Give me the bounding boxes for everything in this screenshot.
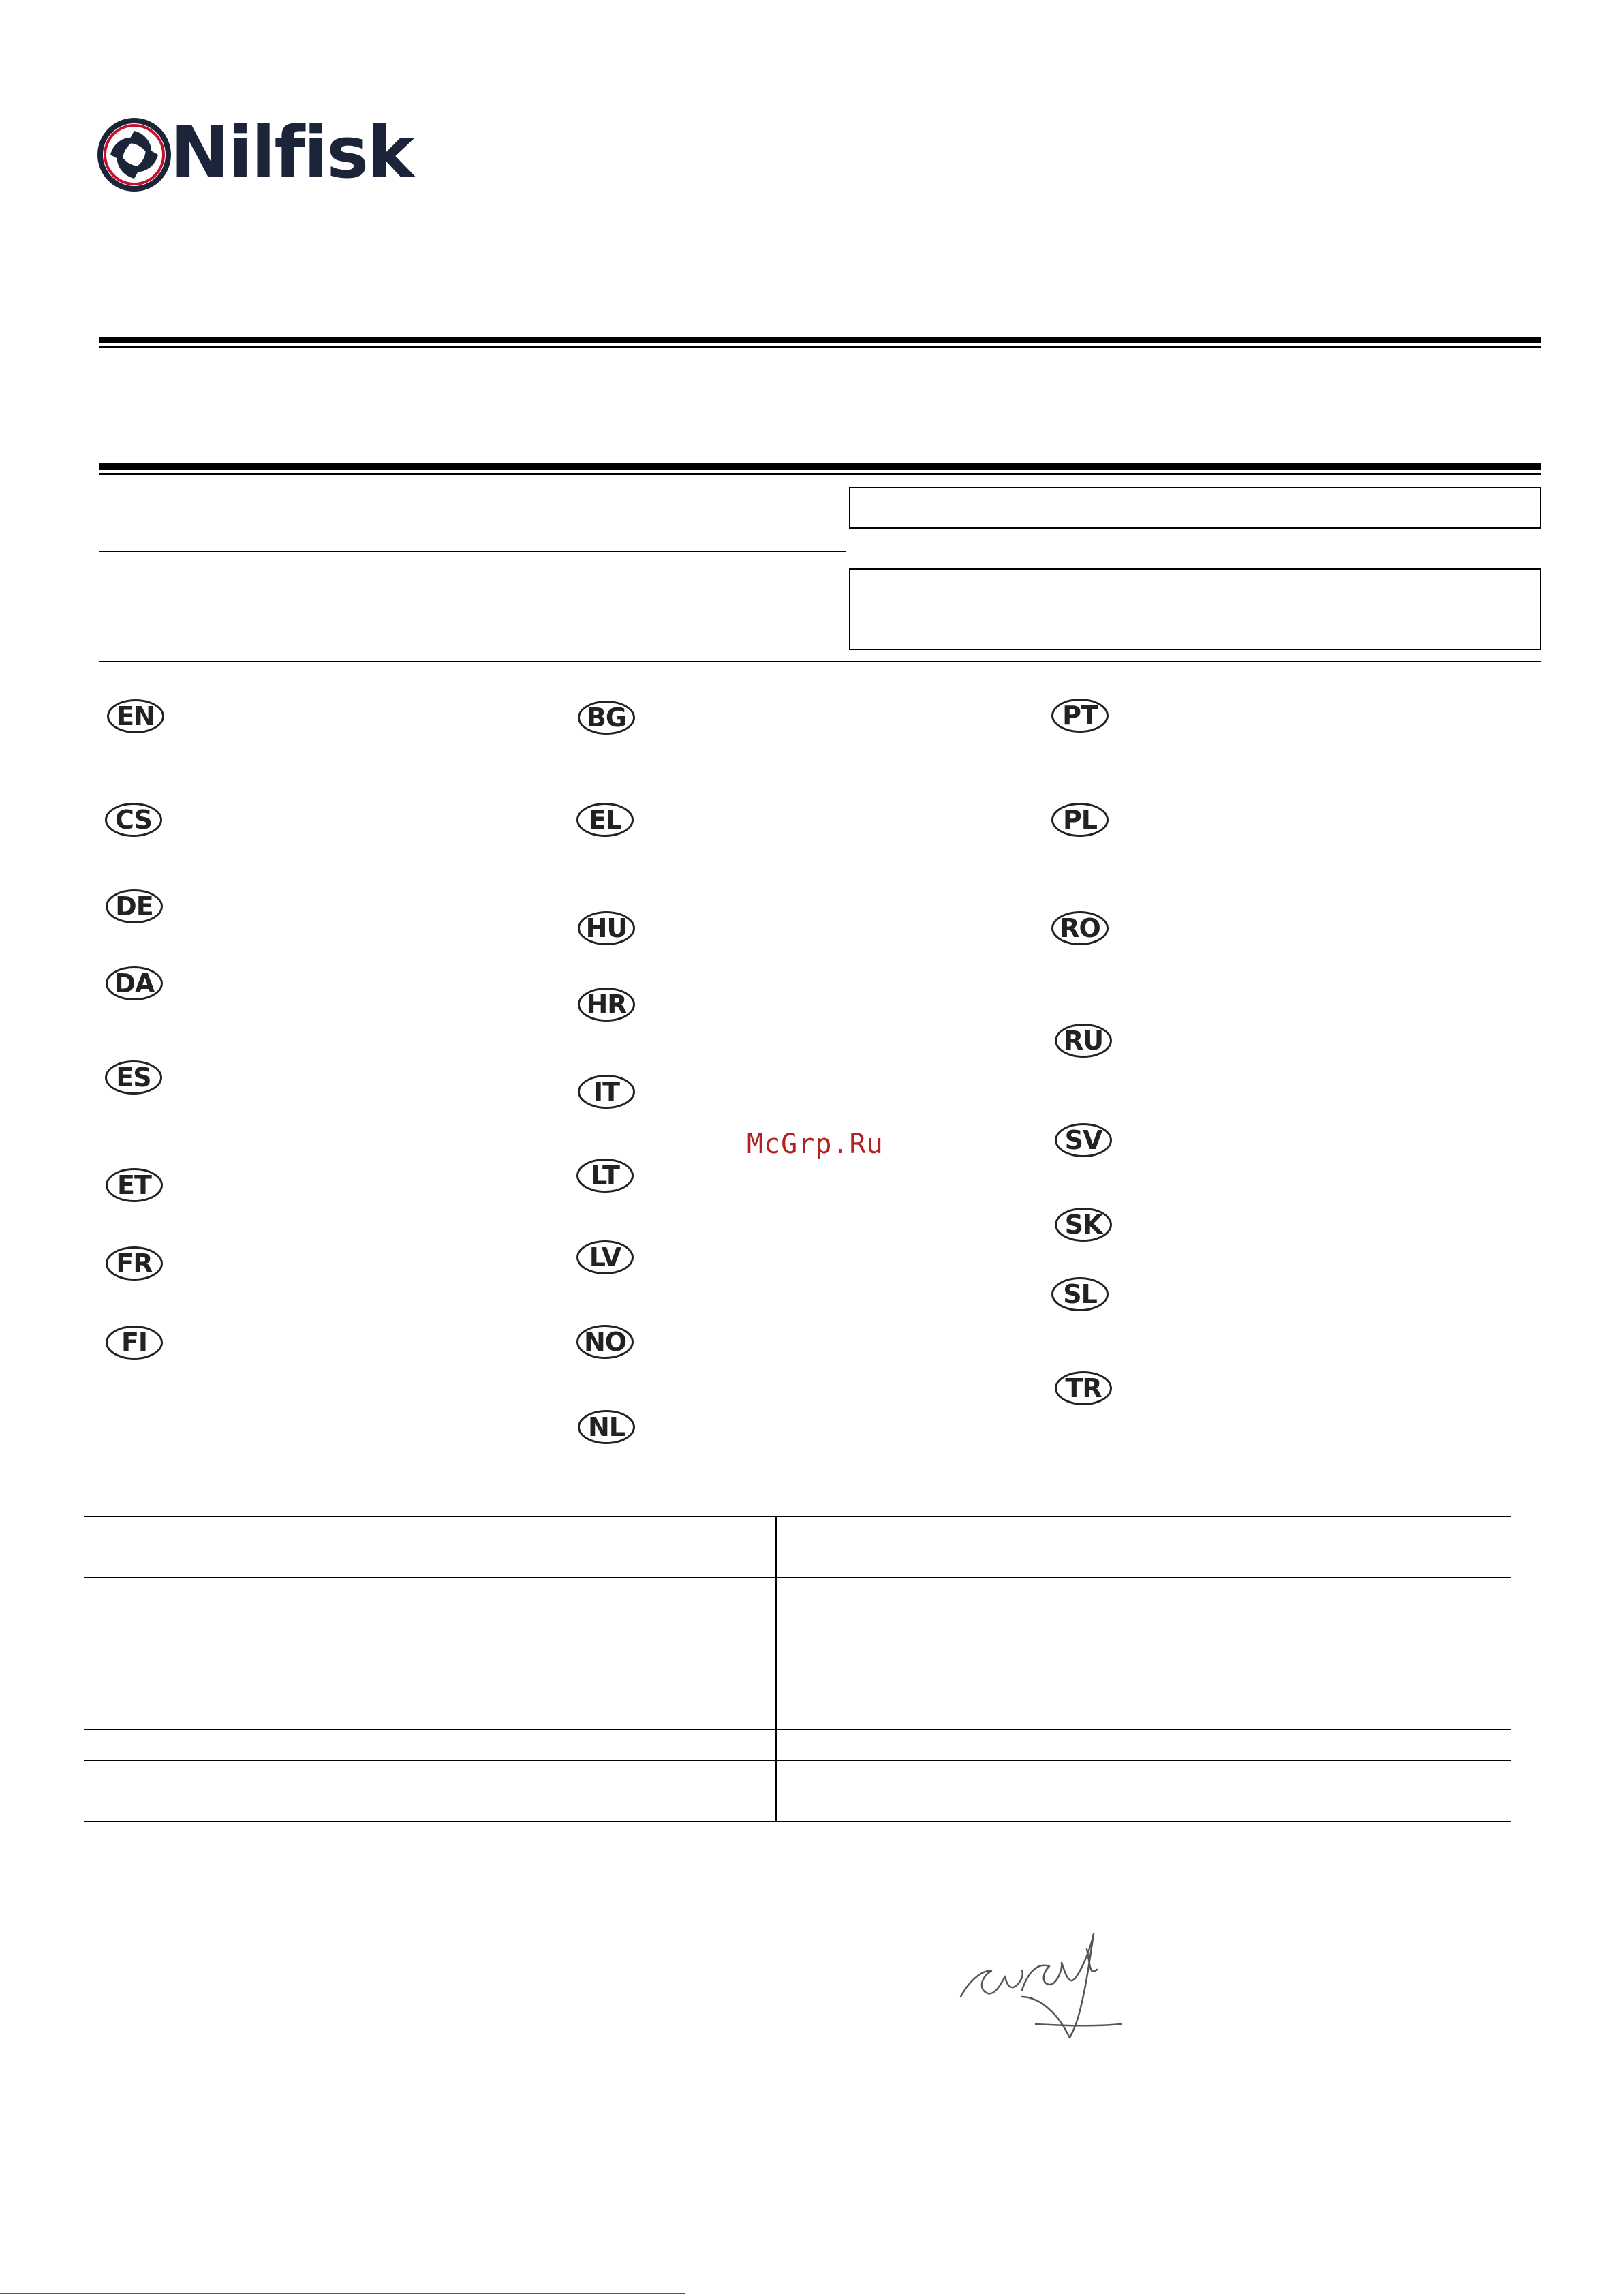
table-line-4 — [84, 1760, 1511, 1761]
lang-badge-fr: FR — [106, 1246, 163, 1281]
lang-badge-hr: HR — [578, 988, 635, 1022]
lang-badge-sl: SL — [1051, 1277, 1109, 1311]
lang-badge-fi: FI — [106, 1326, 163, 1360]
lang-badge-sk: SK — [1055, 1208, 1112, 1242]
lang-badge-bg: BG — [578, 701, 635, 735]
lang-badge-it: IT — [578, 1075, 635, 1109]
table-column-divider — [775, 1516, 777, 1822]
nilfisk-logo-icon — [97, 117, 172, 192]
header-rule-thick — [99, 337, 1541, 343]
lang-badge-ru: RU — [1055, 1024, 1112, 1058]
lang-badge-da: DA — [106, 966, 163, 1000]
lang-badge-sv: SV — [1055, 1123, 1112, 1157]
lang-badge-pt: PT — [1051, 699, 1109, 733]
brand-logo — [97, 111, 437, 194]
lang-badge-et: ET — [106, 1168, 163, 1202]
lang-badge-nl: NL — [578, 1410, 635, 1444]
field-divider — [99, 551, 846, 552]
lang-badge-lv: LV — [576, 1240, 634, 1274]
model-field-box — [849, 487, 1541, 529]
lang-badge-hu: HU — [578, 911, 635, 945]
signature-icon — [954, 1929, 1138, 2051]
lang-badge-cs: CS — [105, 803, 162, 837]
lang-badge-lt: LT — [576, 1159, 634, 1193]
lang-badge-pl: PL — [1051, 803, 1109, 837]
table-line-1 — [84, 1516, 1511, 1517]
lang-badge-tr: TR — [1055, 1371, 1112, 1405]
footer-rule — [0, 2293, 685, 2294]
table-line-3 — [84, 1729, 1511, 1730]
watermark-text: McGrp.Ru — [747, 1129, 884, 1160]
section-rule-thick — [99, 463, 1541, 470]
table-line-2 — [84, 1577, 1511, 1578]
brand-name: Nilfisk — [170, 111, 414, 194]
lang-badge-no: NO — [576, 1325, 634, 1359]
section-divider — [99, 661, 1541, 662]
section-rule-thin — [99, 473, 1541, 475]
lang-badge-de: DE — [106, 889, 163, 923]
lang-badge-en: EN — [107, 699, 164, 733]
lang-badge-ro: RO — [1051, 911, 1109, 945]
lang-badge-es: ES — [105, 1060, 162, 1095]
lang-badge-el: EL — [576, 803, 634, 837]
description-field-box — [849, 568, 1541, 650]
header-rule-thin — [99, 346, 1541, 348]
table-line-5 — [84, 1821, 1511, 1822]
